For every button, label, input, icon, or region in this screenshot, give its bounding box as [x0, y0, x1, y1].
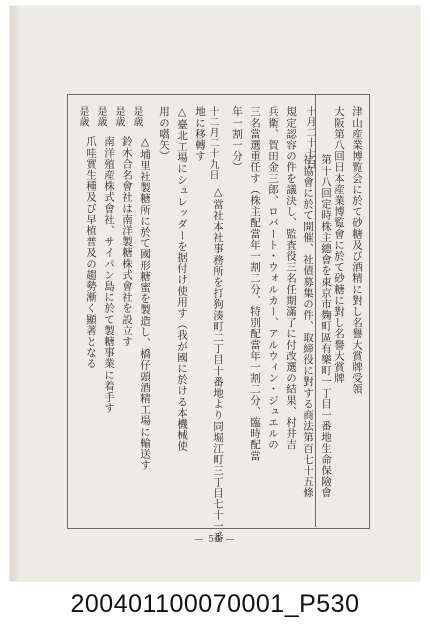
entry-line: 爪哇實生種及び早植普及の趨勢漸く顯著となる — [85, 136, 97, 370]
entry-date: 是歳 — [95, 106, 106, 128]
entry-line: 社協會に於て開催、社債募集の件、取締役に對する商法第百七十五條 — [302, 154, 314, 499]
page-number: — 56 — — [194, 535, 236, 545]
entry-line: △埔里社製糖所に於て國形糖蜜を製造し、橋仔頭酒精工場に輸送す — [139, 136, 151, 471]
entry-line: 三名當選重任す（株主配當年一割二分、特別配當年一割二分、臨時配當 — [249, 106, 261, 462]
entry-date: 是歳 — [77, 106, 88, 128]
entry-line: 地に移轉す — [194, 106, 206, 162]
entry-line: 南洋殖産株式會社、サイパン島に於て製糖事業に着手す — [103, 136, 115, 414]
entry-line: 大阪第八回日本産業博覧會に於て砂糖に對し名譽大賞牌 — [333, 106, 345, 384]
entry-line: 兵衛、賀田金三郎、ロバート・ウォルカー、アルウィン・ジュエルの — [267, 106, 279, 451]
entry-date: 十月二十七日 — [304, 106, 315, 170]
entry-date: 十二月二十九日 — [207, 106, 218, 181]
entry-line: △當社本社事務所を打狗湊町二丁目十番地より同堀江町三丁目七十一番 — [212, 186, 224, 543]
entry-line: △臺北工場にシュレッダーを据付け使用す（我が國に於ける本機械使 — [176, 106, 188, 452]
entry-line: 規定認容の件を議決し、監査役三名任期滿了に付改選の結果、村井吉 — [285, 106, 297, 451]
document-page — [10, 6, 420, 581]
entry-line: 津山産業博覧会に於て砂糖及び酒精に對し名譽大賞牌受領 — [351, 106, 363, 395]
entry-date: 是歳 — [131, 106, 142, 128]
entry-line: 年一割一分） — [231, 106, 243, 173]
entry-line: 鈴木合名會社は南洋製糖株式會社を設立す — [121, 136, 133, 347]
page-gutter — [10, 6, 19, 581]
entry-date: 是歳 — [113, 106, 124, 128]
entry-line: 用の嚆矢） — [158, 106, 170, 162]
entry-line: 第十八回定時株主總會を東京市麹町區有樂町一丁目一番地生命保險會 — [320, 154, 332, 499]
image-caption: 200401100070001_P530 — [70, 590, 360, 618]
